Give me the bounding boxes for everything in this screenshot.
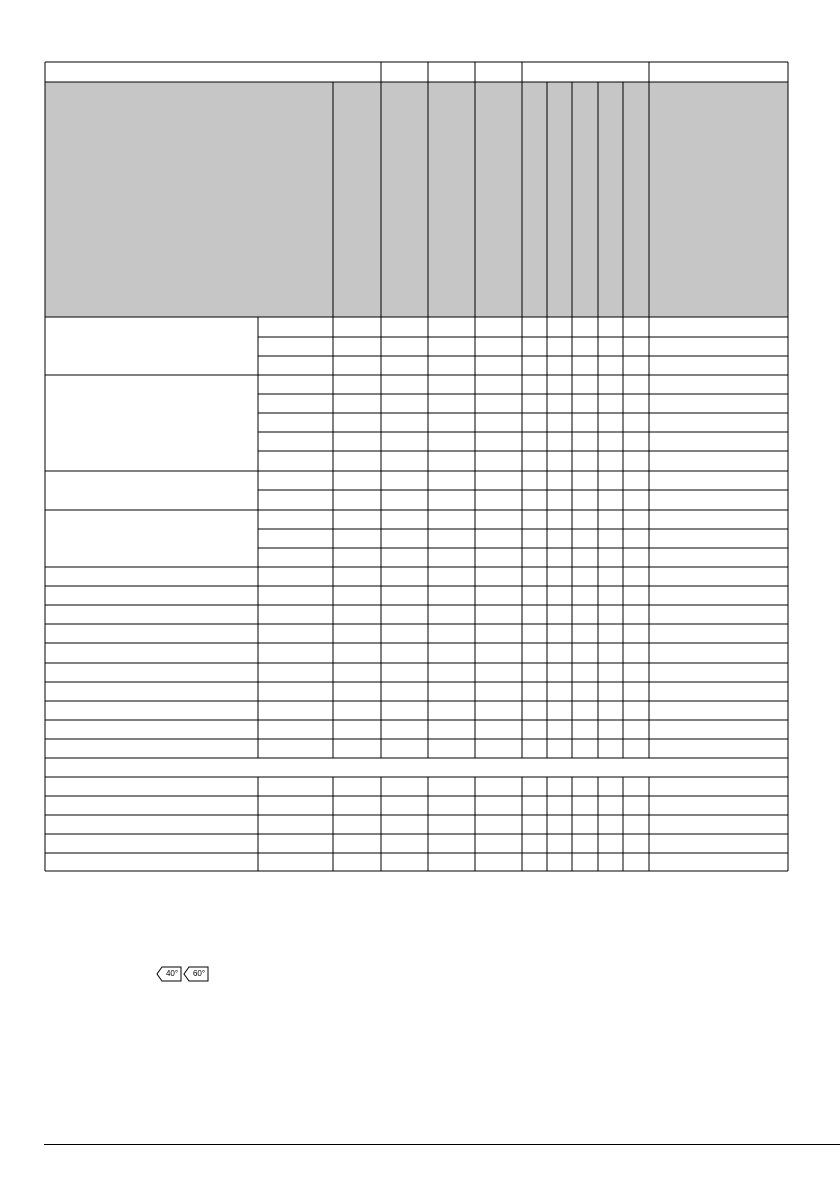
temperature-60-tag-icon xyxy=(183,966,209,982)
footer-rule xyxy=(44,1144,840,1145)
temperature-40-label: 40° xyxy=(165,969,179,978)
temperature-60-label: 60° xyxy=(192,969,206,978)
header-band xyxy=(45,82,788,317)
temperature-40-tag-icon xyxy=(156,966,182,982)
